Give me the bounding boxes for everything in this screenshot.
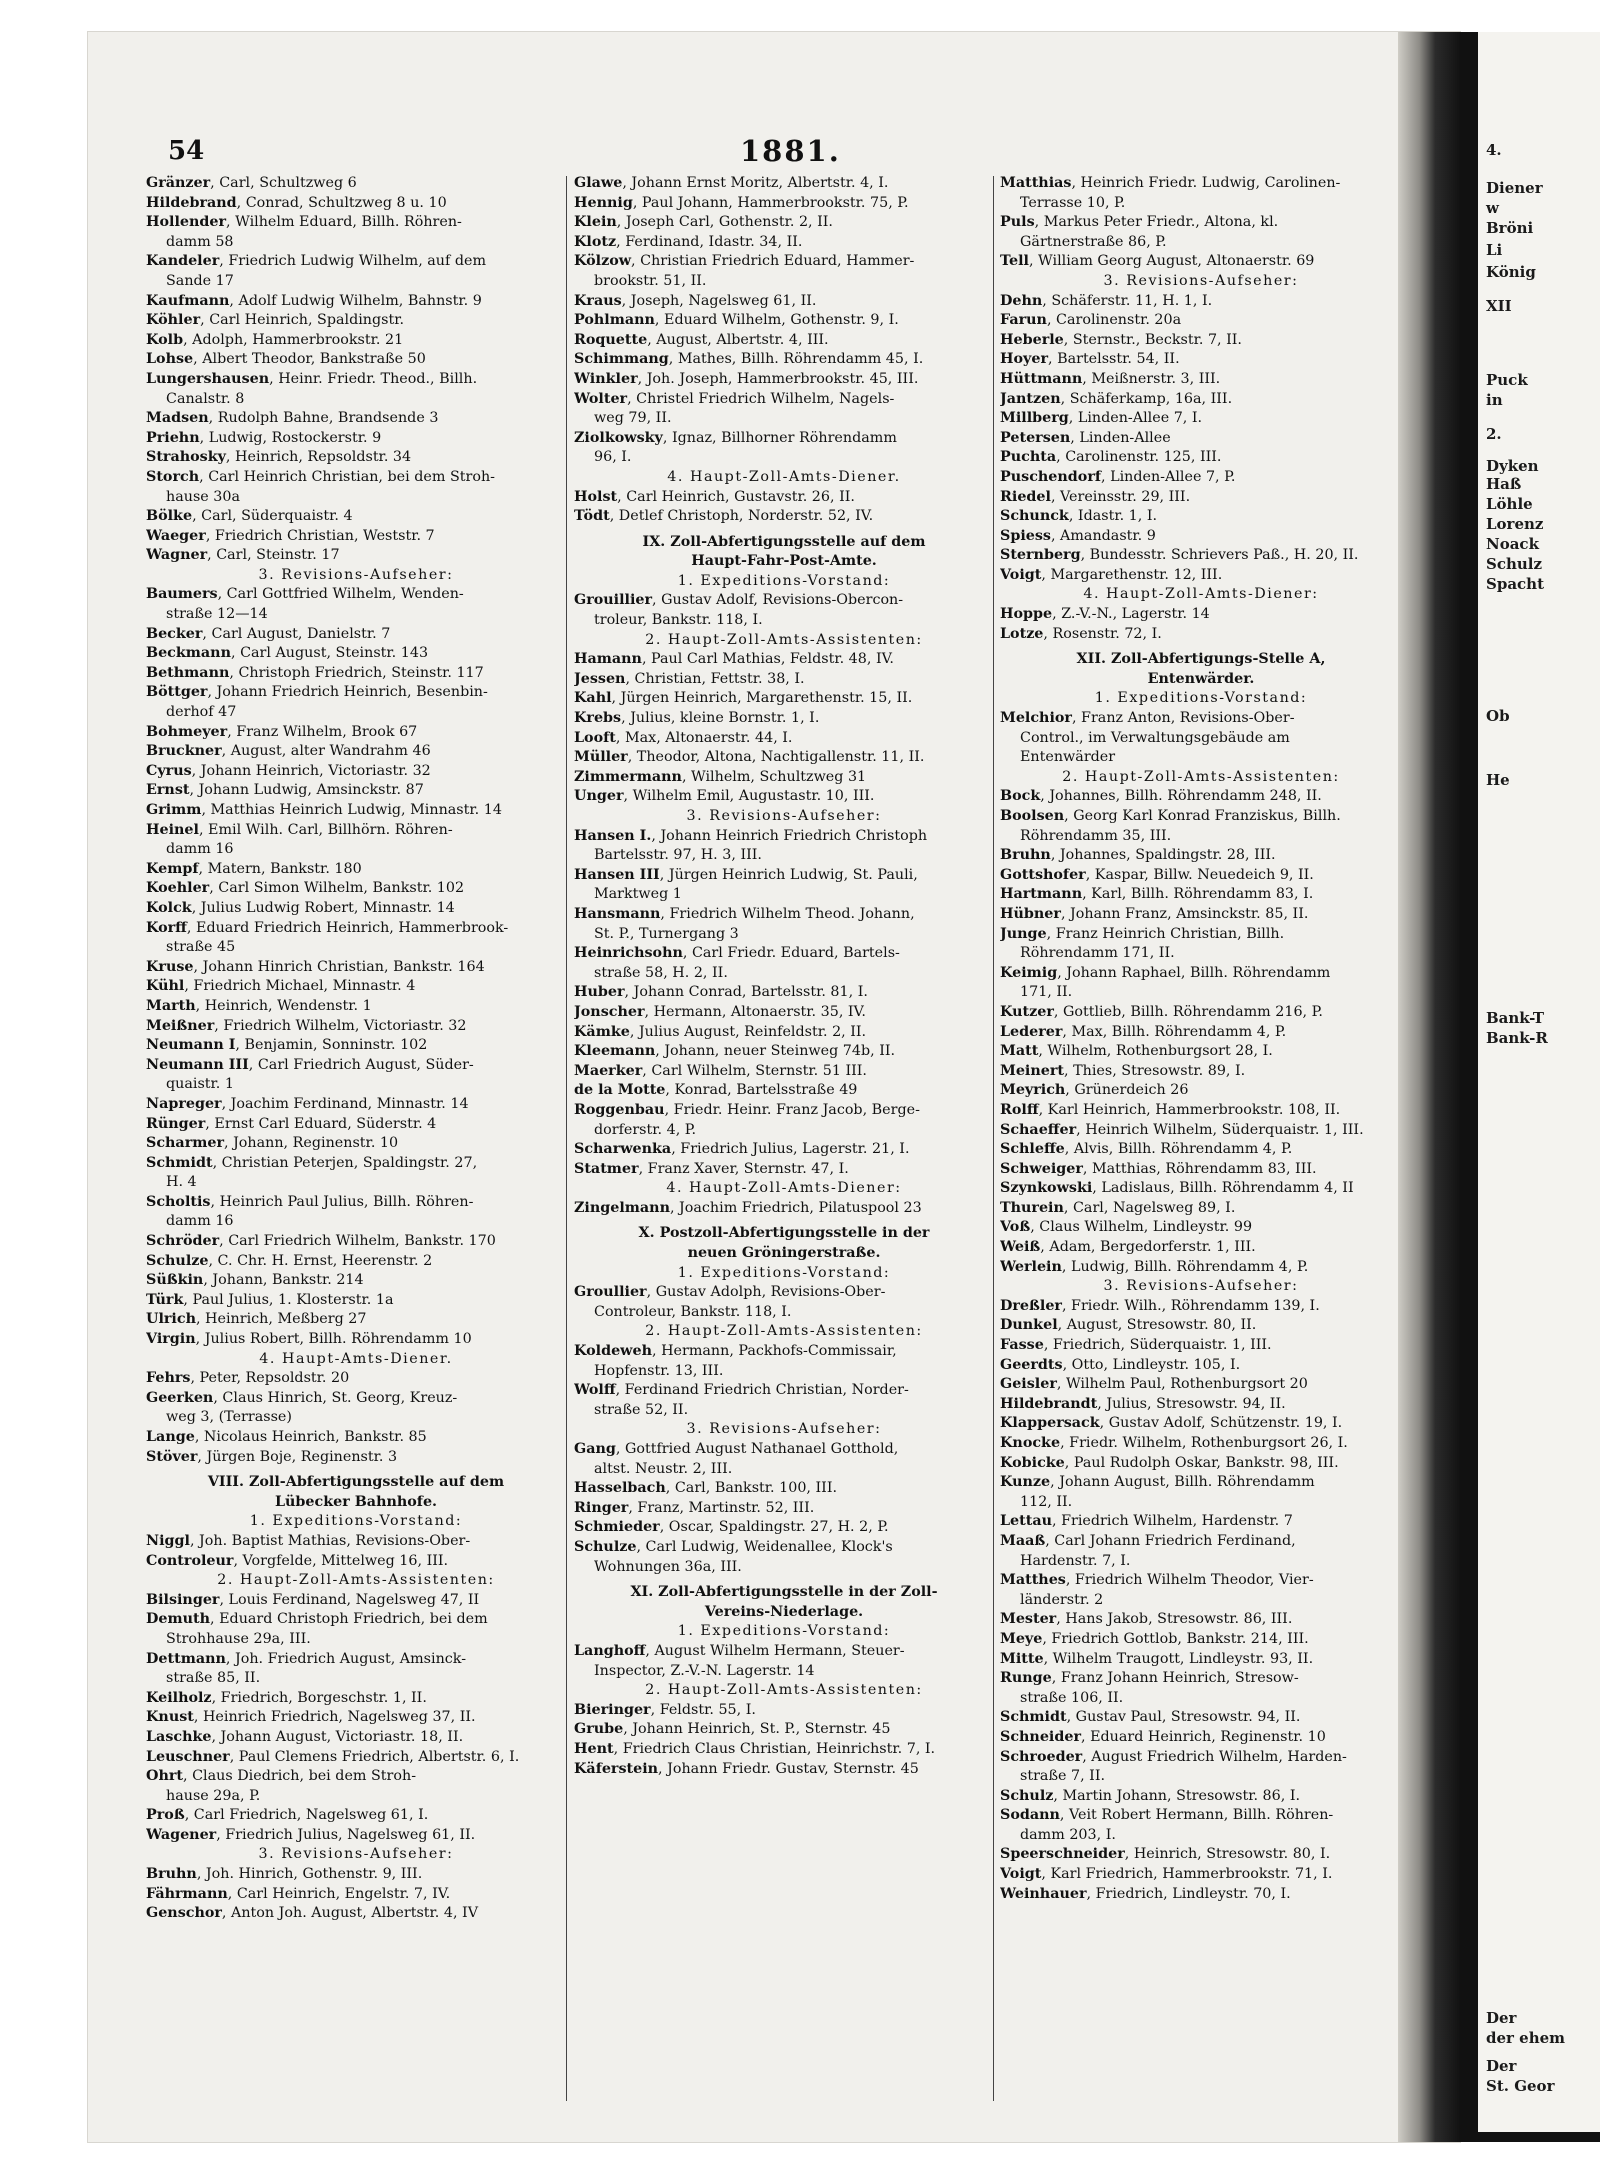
directory-entry-line: Speerschneider, Heinrich, Stresowstr. 80, I. bbox=[1000, 1846, 1331, 1863]
directory-entry-line: Jonscher, Hermann, Altonaerstr. 35, IV. bbox=[574, 1003, 866, 1020]
directory-entry-line: Neumann III, Carl Friedrich August, Süder- bbox=[146, 1056, 474, 1073]
directory-entry-line: Puls, Markus Peter Friedr., Altona, kl. bbox=[1000, 214, 1279, 231]
directory-entry-line: hause 29a, P. bbox=[166, 1787, 261, 1804]
directory-entry-line: Wagner, Carl, Steinstr. 17 bbox=[146, 547, 340, 564]
directory-entry-line: Ulrich, Heinrich, Meßberg 27 bbox=[146, 1311, 367, 1328]
directory-entry-line: Süßkin, Johann, Bankstr. 214 bbox=[146, 1272, 364, 1289]
directory-entry-line: Storch, Carl Heinrich Christian, bei dem Stroh- bbox=[146, 468, 495, 485]
directory-entry-line: Scharmer, Johann, Reginenstr. 10 bbox=[146, 1135, 399, 1152]
directory-entry-line: Meye, Friedrich Gottlob, Bankstr. 214, III. bbox=[1000, 1630, 1309, 1647]
directory-entry-line: Klotz, Ferdinand, Idastr. 34, II. bbox=[574, 233, 803, 250]
adjacent-page-text: Der bbox=[1486, 2057, 1517, 2075]
directory-entry-line: Weinhauer, Friedrich, Lindleystr. 70, I. bbox=[1000, 1885, 1291, 1902]
directory-entry-line: Roggenbau, Friedr. Heinr. Franz Jacob, Berge- bbox=[574, 1101, 920, 1118]
directory-entry-line: Schulze, C. Chr. H. Ernst, Heerenstr. 2 bbox=[146, 1252, 433, 1269]
directory-entry-line: Meyrich, Grünerdeich 26 bbox=[1000, 1082, 1189, 1099]
directory-entry-line: Krebs, Julius, kleine Bornstr. 1, I. bbox=[574, 710, 820, 727]
directory-entry-line: Virgin, Julius Robert, Billh. Röhrendamm 10 bbox=[146, 1331, 472, 1348]
directory-entry-line: Spiess, Amandastr. 9 bbox=[1000, 527, 1156, 544]
directory-entry-line: Zimmermann, Wilhelm, Schultzweg 31 bbox=[574, 768, 867, 785]
directory-entry-line: Kandeler, Friedrich Ludwig Wilhelm, auf dem bbox=[146, 253, 487, 270]
office-section-heading: XII. Zoll-Abfertigungs-Stelle A, bbox=[1076, 651, 1326, 668]
office-section-heading: VIII. Zoll-Abfertigungsstelle auf dem bbox=[207, 1474, 505, 1491]
directory-entry-line: Madsen, Rudolph Bahne, Brandsende 3 bbox=[146, 410, 439, 427]
directory-entry-line: Zingelmann, Joachim Friedrich, Pilatuspool 23 bbox=[574, 1199, 922, 1216]
directory-entry-line: Keilholz, Friedrich, Borgeschstr. 1, II. bbox=[146, 1689, 427, 1706]
directory-entry-line: damm 16 bbox=[166, 1213, 234, 1230]
directory-entry-line: Gärtnerstraße 86, P. bbox=[1020, 233, 1167, 250]
directory-entry-line: straße 58, H. 2, II. bbox=[594, 964, 728, 981]
directory-entry-line: Geerdts, Otto, Lindleystr. 105, I. bbox=[1000, 1356, 1241, 1373]
directory-entry-line: Knust, Heinrich Friedrich, Nagelsweg 37, II. bbox=[146, 1709, 476, 1726]
directory-entry-line: quaistr. 1 bbox=[166, 1076, 234, 1093]
directory-entry-line: Kobicke, Paul Rudolph Oskar, Bankstr. 98, III. bbox=[1000, 1454, 1339, 1471]
directory-entry-line: Marktweg 1 bbox=[594, 886, 682, 903]
directory-entry-line: Ernst, Johann Ludwig, Amsinckstr. 87 bbox=[146, 782, 424, 799]
rank-heading: 2. Haupt-Zoll-Amts-Assistenten: bbox=[645, 1682, 923, 1699]
directory-entry-line: Röhrendamm 35, III. bbox=[1020, 827, 1172, 844]
directory-entry-line: Ziolkowsky, Ignaz, Billhorner Röhrendamm bbox=[574, 429, 897, 446]
directory-entry-line: Schmieder, Oscar, Spaldingstr. 27, H. 2, P. bbox=[574, 1519, 889, 1536]
directory-entry-line: Grube, Johann Heinrich, St. P., Sternstr. 45 bbox=[574, 1721, 891, 1738]
directory-entry-line: Controleur, Bankstr. 118, I. bbox=[594, 1303, 792, 1320]
directory-entry-line: Strohhause 29a, III. bbox=[166, 1630, 311, 1647]
rank-heading: 2. Haupt-Zoll-Amts-Assistenten: bbox=[217, 1572, 495, 1589]
directory-entry-line: Wohnungen 36a, III. bbox=[594, 1558, 742, 1575]
directory-entry-line: Proß, Carl Friedrich, Nagelsweg 61, I. bbox=[146, 1807, 429, 1824]
directory-entry-line: Hansen III, Jürgen Heinrich Ludwig, St. Pauli, bbox=[574, 866, 918, 883]
directory-entry-line: Geisler, Wilhelm Paul, Rothenburgsort 20 bbox=[1000, 1376, 1308, 1393]
directory-entry-line: Kempf, Matern, Bankstr. 180 bbox=[146, 860, 362, 877]
rank-heading: 1. Expeditions-Vorstand: bbox=[677, 1264, 891, 1281]
directory-entry-line: Looft, Max, Altonaerstr. 44, I. bbox=[574, 729, 793, 746]
rank-heading: 3. Revisions-Aufseher: bbox=[686, 1421, 882, 1438]
directory-entry-line: Kleemann, Johann, neuer Steinweg 74b, II. bbox=[574, 1043, 896, 1060]
directory-entry-line: Winkler, Joh. Joseph, Hammerbrookstr. 45, III. bbox=[574, 370, 919, 387]
directory-entry-line: hause 30a bbox=[166, 488, 240, 505]
directory-entry-line: Waeger, Friedrich Christian, Weststr. 7 bbox=[146, 527, 435, 544]
directory-entry-line: Hoppe, Z.-V.-N., Lagerstr. 14 bbox=[1000, 606, 1210, 623]
directory-entry-line: Groullier, Gustav Adolph, Revisions-Ober- bbox=[574, 1284, 886, 1301]
directory-entry-line: Kraus, Joseph, Nagelsweg 61, II. bbox=[574, 292, 817, 309]
directory-entry-line: Kolck, Julius Ludwig Robert, Minnastr. 14 bbox=[146, 899, 455, 916]
directory-entry-line: Puchta, Carolinenstr. 125, III. bbox=[1000, 449, 1222, 466]
directory-entry-line: Runge, Franz Johann Heinrich, Stresow- bbox=[1000, 1670, 1299, 1687]
directory-entry-line: Müller, Theodor, Altona, Nachtigallenstr. 11, II. bbox=[574, 749, 925, 766]
directory-entry-line: dorferstr. 4, P. bbox=[594, 1121, 697, 1138]
directory-entry-line: Langhoff, August Wilhelm Hermann, Steuer- bbox=[574, 1642, 905, 1659]
directory-entry-line: Neumann I, Benjamin, Sonninstr. 102 bbox=[146, 1037, 428, 1054]
directory-entry-line: Hasselbach, Carl, Bankstr. 100, III. bbox=[574, 1480, 838, 1497]
directory-entry-line: Bethmann, Christoph Friedrich, Steinstr. 117 bbox=[146, 664, 484, 681]
directory-entry-line: Gränzer, Carl, Schultzweg 6 bbox=[146, 175, 357, 191]
directory-entry-line: Voigt, Karl Friedrich, Hammerbrookstr. 71, I. bbox=[1000, 1866, 1333, 1883]
directory-entry-line: Bruhn, Joh. Hinrich, Gothenstr. 9, III. bbox=[146, 1866, 423, 1883]
rank-heading: 1. Expeditions-Vorstand: bbox=[677, 572, 891, 589]
directory-entry-line: brookstr. 51, II. bbox=[594, 272, 707, 289]
directory-entry-line: Meißner, Friedrich Wilhelm, Victoriastr. 32 bbox=[146, 1017, 467, 1034]
directory-entry-line: Fasse, Friedrich, Süderquaistr. 1, III. bbox=[1000, 1337, 1272, 1354]
directory-entry-line: Melchior, Franz Anton, Revisions-Ober- bbox=[1000, 710, 1295, 727]
directory-entry-line: Kunze, Johann August, Billh. Röhrendamm bbox=[1000, 1474, 1315, 1491]
directory-entry-line: Schleffe, Alvis, Billh. Röhrendamm 4, P. bbox=[1000, 1141, 1293, 1158]
directory-entry-line: Hübner, Johann Franz, Amsinckstr. 85, II. bbox=[1000, 905, 1309, 922]
directory-entry-line: Grouillier, Gustav Adolf, Revisions-Obercon- bbox=[574, 592, 904, 609]
adjacent-page-text: Schulz bbox=[1486, 555, 1542, 573]
directory-entry-line: Lungershausen, Heinr. Friedr. Theod., Billh. bbox=[146, 370, 478, 387]
directory-entry-line: Köhler, Carl Heinrich, Spaldingstr. bbox=[146, 312, 405, 329]
directory-entry-line: Kölzow, Christian Friedrich Eduard, Hammer- bbox=[574, 253, 915, 270]
directory-entry-line: Hent, Friedrich Claus Christian, Heinrichstr. 7, I. bbox=[574, 1740, 936, 1757]
rank-heading: 1. Expeditions-Vorstand: bbox=[1094, 690, 1308, 707]
adjacent-page-text: 2. bbox=[1486, 425, 1502, 443]
rank-heading: 2. Haupt-Zoll-Amts-Assistenten: bbox=[645, 1323, 923, 1340]
directory-entry-line: Dehn, Schäferstr. 11, H. 1, I. bbox=[1000, 292, 1213, 309]
directory-entry-line: Koehler, Carl Simon Wilhelm, Bankstr. 102 bbox=[146, 880, 465, 897]
directory-entry-line: Korff, Eduard Friedrich Heinrich, Hammerbrook- bbox=[146, 919, 509, 936]
directory-entry-line: Beckmann, Carl August, Steinstr. 143 bbox=[146, 645, 429, 662]
directory-entry-line: derhof 47 bbox=[166, 704, 237, 721]
adjacent-page-text: Puck bbox=[1486, 371, 1528, 389]
directory-entry-line: damm 58 bbox=[166, 233, 234, 250]
directory-entry-line: Schneider, Eduard Heinrich, Reginenstr. 10 bbox=[1000, 1728, 1326, 1745]
adjacent-page-fragment bbox=[1478, 32, 1600, 2132]
directory-entry-line: straße 7, II. bbox=[1020, 1768, 1106, 1785]
directory-entry-line: Knocke, Friedr. Wilhelm, Rothenburgsort 26, I. bbox=[1000, 1435, 1348, 1451]
adjacent-page-text: Noack bbox=[1486, 535, 1539, 553]
directory-entry-line: Hüttmann, Meißnerstr. 3, III. bbox=[1000, 370, 1221, 387]
directory-entry-line: Scholtis, Heinrich Paul Julius, Billh. Röhren- bbox=[146, 1193, 474, 1210]
directory-entry-line: Jantzen, Schäferkamp, 16a, III. bbox=[1000, 390, 1233, 407]
office-section-heading: X. Postzoll-Abfertigungsstelle in der bbox=[638, 1225, 930, 1242]
directory-entry-line: Holst, Carl Heinrich, Gustavstr. 26, II. bbox=[574, 488, 855, 505]
directory-entry-line: Gang, Gottfried August Nathanael Gotthold, bbox=[574, 1441, 899, 1457]
directory-entry-line: Wolter, Christel Friedrich Wilhelm, Nagels- bbox=[574, 390, 895, 407]
directory-entry-line: Schunck, Idastr. 1, I. bbox=[1000, 508, 1158, 525]
adjacent-page-text: Diener bbox=[1486, 179, 1543, 197]
directory-entry-line: Controleur, Vorgfelde, Mittelweg 16, III. bbox=[146, 1552, 449, 1569]
office-section-heading: XI. Zoll-Abfertigungsstelle in der Zoll- bbox=[630, 1584, 938, 1601]
directory-entry-line: Demuth, Eduard Christoph Friedrich, bei dem bbox=[146, 1611, 488, 1628]
directory-entry-line: Tödt, Detlef Christoph, Norderstr. 52, IV. bbox=[574, 508, 874, 525]
directory-entry-line: Priehn, Ludwig, Rostockerstr. 9 bbox=[146, 429, 382, 446]
directory-entry-line: Bilsinger, Louis Ferdinand, Nagelsweg 47, II bbox=[146, 1591, 480, 1608]
directory-entry-line: Maerker, Carl Wilhelm, Sternstr. 51 III. bbox=[574, 1062, 867, 1079]
directory-entry-line: Schweiger, Matthias, Röhrendamm 83, III. bbox=[1000, 1160, 1317, 1177]
directory-entry-line: Bruckner, August, alter Wandrahm 46 bbox=[146, 743, 431, 760]
directory-entry-line: Rünger, Ernst Carl Eduard, Süderstr. 4 bbox=[146, 1115, 437, 1132]
rank-heading: 3. Revisions-Aufseher: bbox=[258, 566, 454, 583]
directory-entry-line: straße 12—14 bbox=[166, 606, 268, 623]
directory-entry-line: Hamann, Paul Carl Mathias, Feldstr. 48, IV. bbox=[574, 651, 894, 668]
directory-entry-line: Schroeder, August Friedrich Wilhelm, Harden- bbox=[1000, 1748, 1347, 1765]
directory-entry-line: Strahosky, Heinrich, Repsoldstr. 34 bbox=[146, 449, 412, 466]
directory-entry-line: Becker, Carl August, Danielstr. 7 bbox=[146, 625, 391, 642]
directory-entry-line: Hennig, Paul Johann, Hammerbrookstr. 75, P. bbox=[574, 194, 909, 211]
directory-entry-line: Schaeffer, Heinrich Wilhelm, Süderquaistr. 1, III. bbox=[1000, 1121, 1364, 1138]
directory-entry-line: Hollender, Wilhelm Eduard, Billh. Röhren- bbox=[146, 214, 462, 231]
directory-entry-line: Niggl, Joh. Baptist Mathias, Revisions-Ober- bbox=[146, 1532, 471, 1549]
directory-entry-line: Mitte, Wilhelm Traugott, Lindleystr. 93, II. bbox=[1000, 1650, 1314, 1667]
directory-entry-line: Maaß, Carl Johann Friedrich Ferdinand, bbox=[1000, 1532, 1296, 1549]
directory-entry-line: Röhrendamm 171, II. bbox=[1020, 945, 1175, 962]
directory-entry-line: Control., im Verwaltungsgebäude am bbox=[1020, 729, 1290, 746]
directory-entry-line: Canalstr. 8 bbox=[166, 390, 245, 407]
directory-entry-line: Napreger, Joachim Ferdinand, Minnastr. 14 bbox=[146, 1095, 469, 1112]
directory-entry-line: Meinert, Thies, Stresowstr. 89, I. bbox=[1000, 1062, 1246, 1079]
directory-entry-line: Hildebrandt, Julius, Stresowstr. 94, II. bbox=[1000, 1395, 1286, 1412]
directory-entry-line: Tell, William Georg August, Altonaerstr. 69 bbox=[1000, 253, 1315, 270]
directory-entry-line: Hartmann, Karl, Billh. Röhrendamm 83, I. bbox=[1000, 886, 1314, 903]
directory-entry-line: Baumers, Carl Gottfried Wilhelm, Wenden- bbox=[146, 586, 464, 603]
directory-entry-line: Marth, Heinrich, Wendenstr. 1 bbox=[146, 997, 372, 1014]
office-section-heading: neuen Gröningerstraße. bbox=[687, 1245, 881, 1262]
office-section-heading: Vereins-Niederlage. bbox=[704, 1603, 864, 1620]
adjacent-page-text: Li bbox=[1486, 241, 1503, 259]
adjacent-page-text: St. Geor bbox=[1486, 2077, 1555, 2095]
directory-entry-line: Unger, Wilhelm Emil, Augustastr. 10, III. bbox=[574, 788, 875, 805]
directory-entry-line: Statmer, Franz Xaver, Sternstr. 47, I. bbox=[574, 1160, 849, 1177]
adjacent-page-text: Löhle bbox=[1486, 495, 1533, 513]
column-divider-1 bbox=[566, 176, 567, 2101]
directory-entry-line: Kahl, Jürgen Heinrich, Margarethenstr. 15, II. bbox=[574, 690, 913, 707]
directory-entry-line: Thurein, Carl, Nagelsweg 89, I. bbox=[1000, 1199, 1236, 1216]
directory-entry-line: Keimig, Johann Raphael, Billh. Röhrendamm bbox=[1000, 964, 1331, 981]
office-section-heading: IX. Zoll-Abfertigungsstelle auf dem bbox=[642, 533, 926, 550]
directory-entry-line: 96, I. bbox=[594, 449, 632, 466]
directory-entry-line: Petersen, Linden-Allee bbox=[1000, 429, 1171, 446]
directory-entry-line: Dreßler, Friedr. Wilh., Röhrendamm 139, I. bbox=[1000, 1297, 1320, 1314]
directory-entry-line: Klappersack, Gustav Adolf, Schützenstr. 19, I. bbox=[1000, 1415, 1343, 1432]
column-left bbox=[146, 174, 566, 1924]
adjacent-page-text: Haß bbox=[1486, 475, 1522, 493]
directory-entry-line: Hildebrand, Conrad, Schultzweg 8 u. 10 bbox=[146, 194, 447, 211]
adjacent-page-text: der ehem bbox=[1486, 2029, 1566, 2047]
adjacent-page-text: He bbox=[1486, 771, 1510, 789]
directory-entry-line: Huber, Johann Conrad, Bartelsstr. 81, I. bbox=[574, 984, 868, 1001]
directory-entry-line: Klein, Joseph Carl, Gothenstr. 2, II. bbox=[574, 214, 833, 231]
column-middle bbox=[574, 174, 994, 1779]
adjacent-page-text: Dyken bbox=[1486, 457, 1539, 475]
rank-heading: 3. Revisions-Aufseher: bbox=[686, 808, 882, 824]
directory-entry-line: Hardenstr. 7, I. bbox=[1020, 1552, 1131, 1569]
directory-entry-line: Ringer, Franz, Martinstr. 52, III. bbox=[574, 1499, 815, 1516]
adjacent-page-text: Bank-T bbox=[1486, 1009, 1544, 1027]
directory-entry-line: Schmidt, Christian Peterjen, Spaldingstr. 27, bbox=[146, 1154, 478, 1171]
directory-entry-line: troleur, Bankstr. 118, I. bbox=[594, 612, 763, 629]
rank-heading: 2. Haupt-Zoll-Amts-Assistenten: bbox=[1062, 768, 1340, 785]
directory-entry-line: Lotze, Rosenstr. 72, I. bbox=[1000, 625, 1162, 642]
directory-entry-line: Bruhn, Johannes, Spaldingstr. 28, III. bbox=[1000, 847, 1276, 864]
directory-entry-line: Matt, Wilhelm, Rothenburgsort 28, I. bbox=[1000, 1043, 1273, 1060]
directory-entry-line: damm 203, I. bbox=[1020, 1826, 1116, 1843]
directory-entry-line: Koldeweh, Hermann, Packhofs-Commissair, bbox=[574, 1343, 897, 1360]
directory-entry-line: Kutzer, Gottlieb, Billh. Röhrendamm 216, P. bbox=[1000, 1003, 1323, 1020]
adjacent-page-text: w bbox=[1486, 199, 1499, 217]
directory-entry-line: Wagener, Friedrich Julius, Nagelsweg 61, II. bbox=[146, 1826, 476, 1843]
directory-entry-line: Sternberg, Bundesstr. Schrievers Paß., H. 20, II. bbox=[1000, 547, 1359, 564]
directory-entry-line: straße 85, II. bbox=[166, 1670, 261, 1687]
adjacent-page-text: in bbox=[1486, 391, 1503, 409]
rank-heading: 4. Haupt-Zoll-Amts-Diener: bbox=[666, 1180, 902, 1197]
directory-entry-line: Heberle, Sternstr., Beckstr. 7, II. bbox=[1000, 331, 1242, 348]
rank-heading: 4. Haupt-Amts-Diener. bbox=[259, 1350, 453, 1367]
directory-entry-line: Genschor, Anton Joh. August, Albertstr. 4, IV bbox=[146, 1905, 479, 1922]
rank-heading: 2. Haupt-Zoll-Amts-Assistenten: bbox=[645, 631, 923, 648]
directory-entry-line: Lederer, Max, Billh. Röhrendamm 4, P. bbox=[1000, 1023, 1287, 1040]
adjacent-page-text: Der bbox=[1486, 2009, 1517, 2027]
directory-entry-line: Junge, Franz Heinrich Christian, Billh. bbox=[1000, 925, 1285, 942]
directory-entry-line: Sande 17 bbox=[166, 272, 234, 289]
directory-entry-line: länderstr. 2 bbox=[1020, 1591, 1104, 1608]
directory-entry-line: H. 4 bbox=[166, 1174, 197, 1191]
directory-entry-line: Matthes, Friedrich Wilhelm Theodor, Vier- bbox=[1000, 1572, 1314, 1589]
directory-entry-line: Bohmeyer, Franz Wilhelm, Brook 67 bbox=[146, 723, 418, 740]
adjacent-page-text: Bröni bbox=[1486, 219, 1534, 237]
directory-entry-line: Terrasse 10, P. bbox=[1020, 194, 1126, 211]
directory-entry-line: Heinel, Emil Wilh. Carl, Billhörn. Röhren- bbox=[146, 821, 453, 838]
directory-entry-line: Mester, Hans Jakob, Stresowstr. 86, III. bbox=[1000, 1611, 1293, 1628]
office-section-heading: Lübecker Bahnhofe. bbox=[274, 1493, 438, 1510]
directory-entry-line: Kühl, Friedrich Michael, Minnastr. 4 bbox=[146, 978, 416, 995]
directory-entry-line: Schröder, Carl Friedrich Wilhelm, Bankstr. 170 bbox=[146, 1233, 496, 1250]
rank-heading: 1. Expeditions-Vorstand: bbox=[249, 1513, 463, 1530]
directory-entry-line: Hansen I., Johann Heinrich Friedrich Christoph bbox=[574, 827, 928, 844]
office-section-heading: Haupt-Fahr-Post-Amte. bbox=[691, 553, 877, 570]
directory-entry-line: Kolb, Adolph, Hammerbrookstr. 21 bbox=[146, 331, 404, 348]
adjacent-page-text: Spacht bbox=[1486, 575, 1545, 593]
directory-entry-line: Böttger, Johann Friedrich Heinrich, Besenbin- bbox=[146, 684, 488, 701]
directory-entry-line: Laschke, Johann August, Victoriastr. 18, II. bbox=[146, 1728, 464, 1745]
rank-heading: 3. Revisions-Aufseher: bbox=[1103, 272, 1299, 289]
directory-entry-line: Bölke, Carl, Süderquaistr. 4 bbox=[146, 508, 353, 525]
directory-entry-line: Lange, Nicolaus Heinrich, Bankstr. 85 bbox=[146, 1429, 427, 1445]
directory-entry-line: Boolsen, Georg Karl Konrad Franziskus, Billh. bbox=[1000, 808, 1341, 824]
directory-entry-line: Grimm, Matthias Heinrich Ludwig, Minnastr. 14 bbox=[146, 802, 502, 818]
directory-entry-line: Matthias, Heinrich Friedr. Ludwig, Carolinen- bbox=[1000, 175, 1341, 191]
directory-entry-line: Wolff, Ferdinand Friedrich Christian, Norder- bbox=[574, 1382, 909, 1399]
directory-entry-line: Bock, Johannes, Billh. Röhrendamm 248, II. bbox=[1000, 788, 1322, 805]
page-year-heading: 1881. bbox=[740, 134, 841, 168]
directory-entry-line: Schulze, Carl Ludwig, Weidenallee, Klock's bbox=[574, 1538, 893, 1555]
directory-entry-line: Schmidt, Gustav Paul, Stresowstr. 94, II. bbox=[1000, 1709, 1301, 1726]
page-number: 54 bbox=[168, 136, 205, 166]
directory-entry-line: Inspector, Z.-V.-N. Lagerstr. 14 bbox=[594, 1662, 815, 1679]
rank-heading: 4. Haupt-Zoll-Amts-Diener. bbox=[667, 468, 901, 485]
directory-entry-line: Dunkel, August, Stresowstr. 80, II. bbox=[1000, 1317, 1257, 1334]
adjacent-page-text: Lorenz bbox=[1486, 515, 1544, 533]
adjacent-page-text: 4. bbox=[1486, 141, 1502, 159]
directory-entry-line: Hopfenstr. 13, III. bbox=[594, 1362, 724, 1379]
directory-entry-line: Hansmann, Friedrich Wilhelm Theod. Johann, bbox=[574, 905, 915, 922]
directory-entry-line: Heinrichsohn, Carl Friedr. Eduard, Bartels- bbox=[574, 945, 900, 962]
directory-entry-line: Hoyer, Bartelsstr. 54, II. bbox=[1000, 351, 1180, 368]
directory-entry-line: Bartelsstr. 97, H. 3, III. bbox=[594, 847, 762, 864]
directory-entry-line: Roquette, August, Albertstr. 4, III. bbox=[574, 331, 829, 348]
directory-entry-line: Riedel, Vereinsstr. 29, III. bbox=[1000, 488, 1191, 505]
adjacent-page-text: König bbox=[1486, 263, 1536, 281]
directory-entry-line: Stöver, Jürgen Boje, Reginenstr. 3 bbox=[146, 1448, 398, 1465]
directory-entry-line: Puschendorf, Linden-Allee 7, P. bbox=[1000, 468, 1236, 485]
directory-entry-line: Scharwenka, Friedrich Julius, Lagerstr. 21, I. bbox=[574, 1141, 910, 1158]
rank-heading: 3. Revisions-Aufseher: bbox=[258, 1846, 454, 1863]
directory-entry-line: Szynkowski, Ladislaus, Billh. Röhrendamm 4, II bbox=[1000, 1180, 1354, 1197]
directory-entry-line: damm 16 bbox=[166, 841, 234, 858]
rank-heading: 1. Expeditions-Vorstand: bbox=[677, 1623, 891, 1640]
directory-entry-line: St. P., Turnergang 3 bbox=[594, 925, 739, 942]
directory-entry-line: Werlein, Ludwig, Billh. Röhrendamm 4, P. bbox=[1000, 1258, 1309, 1275]
directory-entry-line: Geerken, Claus Hinrich, St. Georg, Kreuz- bbox=[146, 1389, 458, 1406]
directory-entry-line: Kämke, Julius August, Reinfeldstr. 2, II. bbox=[574, 1023, 867, 1040]
directory-entry-line: Weiß, Adam, Bergedorferstr. 1, III. bbox=[1000, 1239, 1256, 1256]
directory-entry-line: Rolff, Karl Heinrich, Hammerbrookstr. 108, II. bbox=[1000, 1101, 1341, 1118]
directory-entry-line: Schulz, Martin Johann, Stresowstr. 86, I. bbox=[1000, 1787, 1301, 1804]
directory-entry-line: Fehrs, Peter, Repsoldstr. 20 bbox=[146, 1370, 350, 1387]
directory-entry-line: weg 79, II. bbox=[594, 410, 672, 427]
directory-entry-line: Sodann, Veit Robert Hermann, Billh. Röhren- bbox=[1000, 1807, 1334, 1824]
directory-entry-line: Lettau, Friedrich Wilhelm, Hardenstr. 7 bbox=[1000, 1513, 1293, 1530]
directory-entry-line: Voigt, Margarethenstr. 12, III. bbox=[1000, 566, 1223, 583]
column-right bbox=[1000, 174, 1402, 1904]
directory-entry-line: Schimmang, Mathes, Billh. Röhrendamm 45, I. bbox=[574, 351, 924, 368]
directory-entry-line: weg 3, (Terrasse) bbox=[166, 1409, 292, 1426]
directory-entry-line: Farun, Carolinenstr. 20a bbox=[1000, 312, 1182, 329]
adjacent-page-text: Bank-R bbox=[1486, 1029, 1548, 1047]
rank-heading: 3. Revisions-Aufseher: bbox=[1103, 1278, 1299, 1295]
directory-entry-line: Türk, Paul Julius, 1. Klosterstr. 1a bbox=[146, 1291, 394, 1308]
directory-entry-line: Lohse, Albert Theodor, Bankstraße 50 bbox=[146, 351, 426, 368]
directory-entry-line: straße 45 bbox=[166, 939, 236, 956]
directory-entry-line: Voß, Claus Wilhelm, Lindleystr. 99 bbox=[1000, 1219, 1253, 1236]
directory-entry-line: Dettmann, Joh. Friedrich August, Amsinck- bbox=[146, 1650, 467, 1667]
directory-entry-line: Kaufmann, Adolf Ludwig Wilhelm, Bahnstr. 9 bbox=[146, 292, 482, 309]
directory-entry-line: Leuschner, Paul Clemens Friedrich, Albertstr. 6, I. bbox=[146, 1748, 520, 1765]
directory-entry-line: Fährmann, Carl Heinrich, Engelstr. 7, IV. bbox=[146, 1885, 451, 1902]
directory-entry-line: straße 106, II. bbox=[1020, 1689, 1124, 1706]
directory-entry-line: altst. Neustr. 2, III. bbox=[594, 1460, 733, 1477]
directory-entry-line: de la Motte, Konrad, Bartelsstraße 49 bbox=[574, 1082, 858, 1099]
directory-entry-line: Kruse, Johann Hinrich Christian, Bankstr. 164 bbox=[146, 958, 485, 975]
directory-entry-line: Käferstein, Johann Friedr. Gustav, Sternstr. 45 bbox=[574, 1760, 919, 1777]
directory-entry-line: Bieringer, Feldstr. 55, I. bbox=[574, 1701, 756, 1718]
directory-entry-line: Gottshofer, Kaspar, Billw. Neuedeich 9, II. bbox=[1000, 866, 1314, 883]
directory-entry-line: Entenwärder bbox=[1020, 749, 1116, 766]
adjacent-page-text: XII bbox=[1486, 297, 1512, 315]
directory-entry-line: Millberg, Linden-Allee 7, I. bbox=[1000, 410, 1203, 427]
directory-entry-line: 171, II. bbox=[1020, 984, 1073, 1001]
adjacent-page-text: Ob bbox=[1486, 707, 1510, 725]
directory-entry-line: straße 52, II. bbox=[594, 1401, 689, 1418]
rank-heading: 4. Haupt-Zoll-Amts-Diener: bbox=[1083, 586, 1319, 603]
office-section-heading: Entenwärder. bbox=[1147, 670, 1255, 687]
book-spine-shadow bbox=[1398, 32, 1460, 2142]
directory-entry-line: Glawe, Johann Ernst Moritz, Albertstr. 4, I. bbox=[574, 175, 889, 191]
directory-entry-line: Ohrt, Claus Diedrich, bei dem Stroh- bbox=[146, 1768, 417, 1785]
directory-entry-line: Jessen, Christian, Fettstr. 38, I. bbox=[574, 670, 805, 687]
directory-entry-line: Pohlmann, Eduard Wilhelm, Gothenstr. 9, I. bbox=[574, 312, 899, 329]
directory-entry-line: Cyrus, Johann Heinrich, Victoriastr. 32 bbox=[146, 762, 431, 779]
directory-entry-line: 112, II. bbox=[1020, 1493, 1073, 1510]
